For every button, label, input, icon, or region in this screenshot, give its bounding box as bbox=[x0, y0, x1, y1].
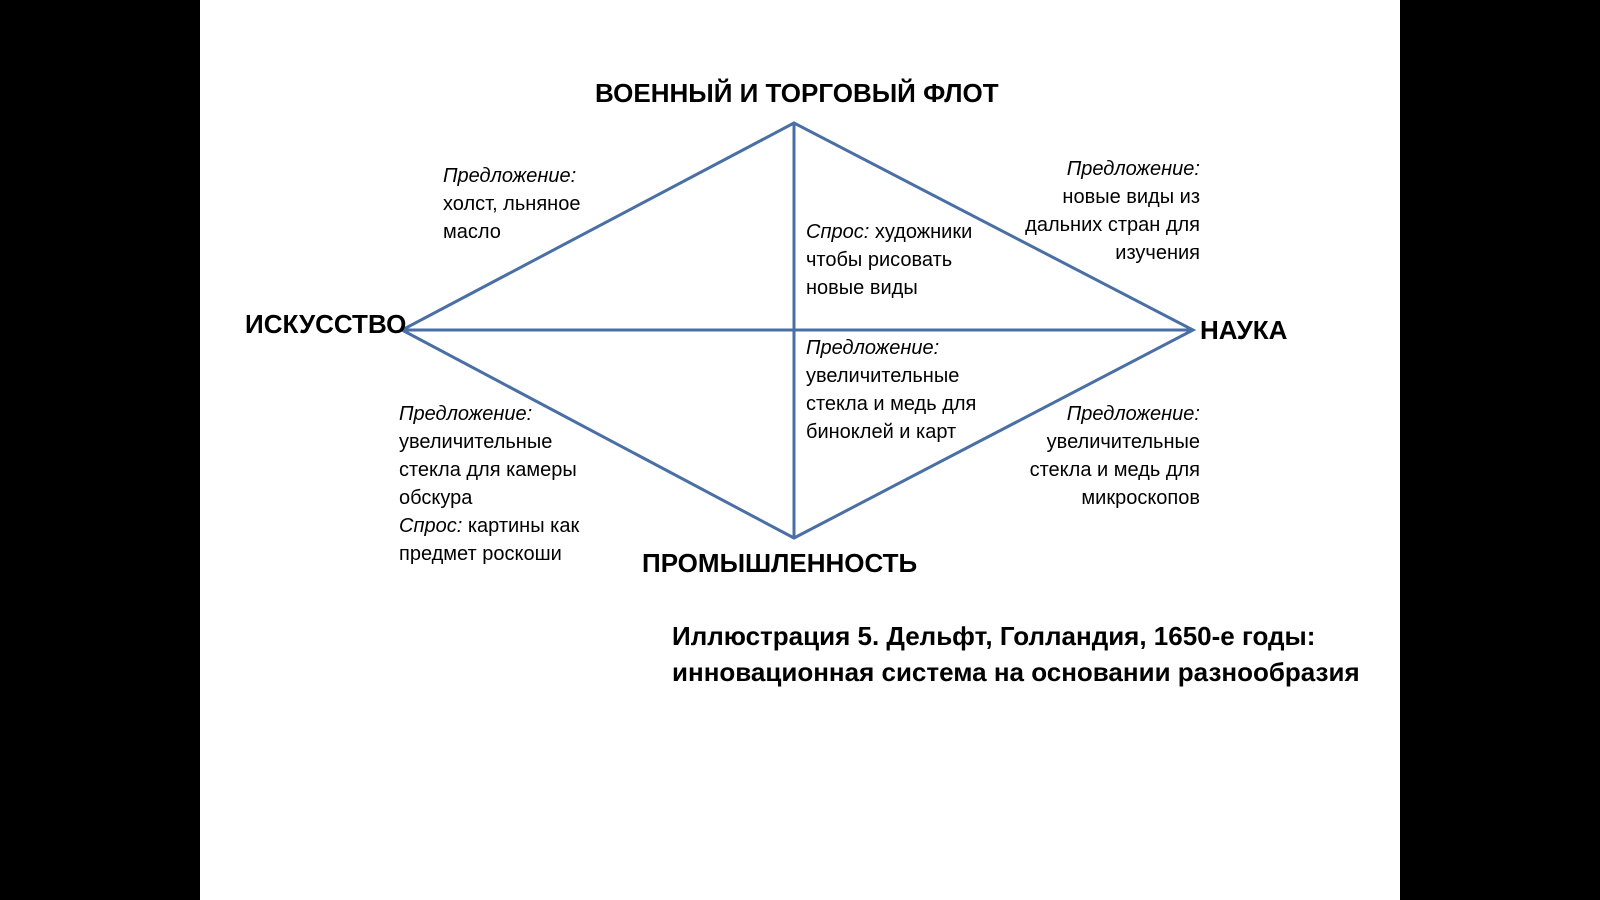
caption-line-2: инновационная система на основании разнообразия bbox=[672, 657, 1360, 687]
note-line: новые виды из bbox=[1062, 186, 1200, 208]
slide bbox=[200, 0, 1400, 900]
note-demand-line bbox=[399, 512, 579, 540]
note-line: стекла и медь для bbox=[806, 393, 977, 415]
node-label-right: НАУКА bbox=[1200, 315, 1288, 345]
note-line: стекла и медь для bbox=[1029, 459, 1200, 481]
note-line: обскура bbox=[399, 487, 473, 509]
note-lead: Предложение: bbox=[806, 337, 940, 359]
note-lead-demand: Спрос: bbox=[399, 515, 463, 537]
note-bottom-left bbox=[399, 400, 579, 568]
note-line: биноклей и карт bbox=[806, 421, 957, 443]
note-first-line bbox=[806, 218, 972, 246]
note-center-lower bbox=[806, 334, 976, 446]
note-bottom-right bbox=[1030, 400, 1200, 512]
note-line: предмет роскоши bbox=[399, 543, 562, 565]
note-top-left bbox=[443, 162, 580, 246]
note-lead: Предложение: bbox=[399, 403, 533, 425]
node-label-bottom: ПРОМЫШЛЕННОСТЬ bbox=[642, 548, 918, 578]
note-lead: Спрос: bbox=[806, 221, 870, 243]
note-first-rest: художники bbox=[869, 221, 973, 243]
note-line: стекла для камеры bbox=[399, 459, 577, 481]
note-line: изучения bbox=[1115, 242, 1200, 264]
diamond-diagram bbox=[200, 0, 1400, 900]
node-label-top: ВОЕННЫЙ И ТОРГОВЫЙ ФЛОТ bbox=[595, 78, 999, 108]
note-line: дальних стран для bbox=[1025, 214, 1200, 236]
caption-line-1: Иллюстрация 5. Дельфт, Голландия, 1650-е годы: bbox=[672, 621, 1316, 651]
note-line: увеличительные bbox=[399, 431, 553, 453]
note-demand-rest: картины как bbox=[462, 515, 580, 537]
figure-caption bbox=[672, 618, 1360, 690]
note-lead: Предложение: bbox=[1066, 403, 1200, 425]
note-lead: Предложение: bbox=[443, 165, 577, 187]
note-line: холст, льняное bbox=[443, 193, 581, 215]
note-line: новые виды bbox=[806, 277, 918, 299]
note-top-right bbox=[1025, 155, 1200, 267]
note-line: увеличительные bbox=[806, 365, 960, 387]
note-line: микроскопов bbox=[1081, 487, 1200, 509]
node-label-left: ИСКУССТВО bbox=[245, 309, 407, 339]
note-line: масло bbox=[443, 221, 501, 243]
note-line: увеличительные bbox=[1046, 431, 1200, 453]
note-lead: Предложение: bbox=[1066, 158, 1200, 180]
note-center-upper bbox=[806, 218, 972, 302]
note-line: чтобы рисовать bbox=[806, 249, 953, 271]
